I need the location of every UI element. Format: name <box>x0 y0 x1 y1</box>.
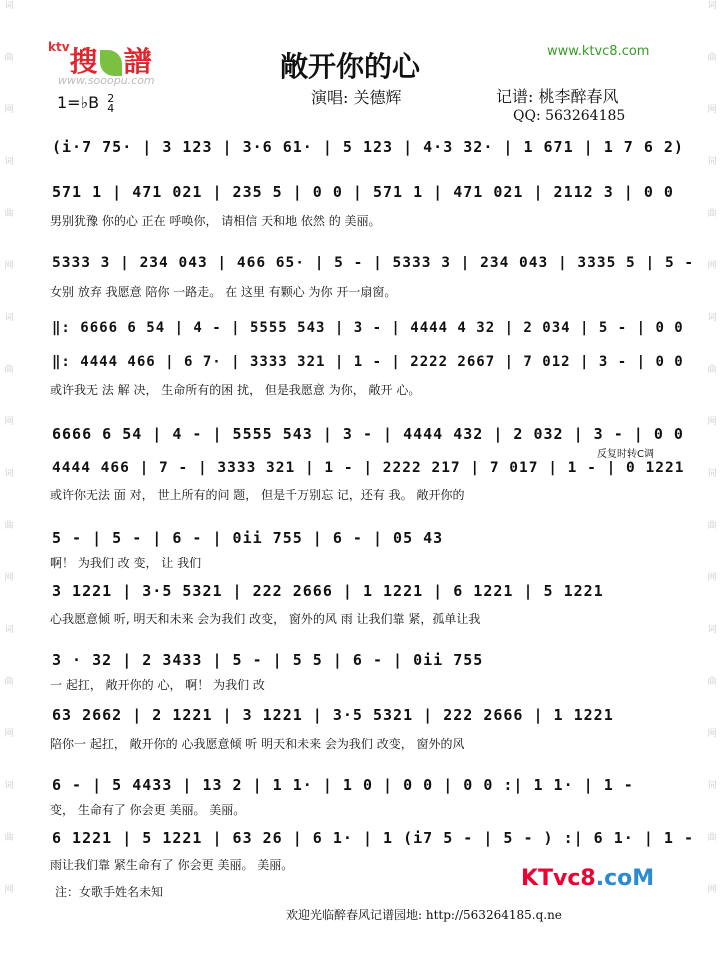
watermark-glyph: 网 <box>707 573 717 583</box>
notation-row: 3 · 32 | 2 3433 | 5 - | 5 5 | 6 - | 0ii 755 <box>52 651 484 669</box>
watermark-glyph: 曲 <box>707 833 717 843</box>
watermark-glyph: 词 <box>4 469 14 479</box>
notation-row: (i·7 75· | 3 123 | 3·6 61· | 5 123 | 4·3 32· | 1 671 | 1 7 6 2) <box>52 138 684 156</box>
footer-welcome[interactable]: 欢迎光临醉春风记谱园地: http://563264185.q.ne <box>286 908 562 922</box>
watermark-glyph: 曲 <box>707 677 717 687</box>
footer-note: 注：女歌手姓名未知 <box>55 885 164 899</box>
notation-row: 5333 3 | 234 043 | 466 65· | 5 - | 5333 3 | 234 043 | 3335 5 | 5 - <box>52 255 695 271</box>
notation-row: 63 2662 | 2 1221 | 3 1221 | 3·5 5321 | 222 2666 | 1 1221 <box>52 706 614 724</box>
watermark-glyph: 词 <box>707 469 717 479</box>
watermark-glyph: 曲 <box>4 53 14 63</box>
watermark-glyph: 网 <box>4 729 14 739</box>
notation-row: 571 1 | 471 021 | 235 5 | 0 0 | 571 1 | 471 021 | 2112 3 | 0 0 <box>52 183 674 201</box>
lyric-row: 男别犹豫 你的心 正在 呼唤你， 请相信 天和地 依然 的 美丽。 <box>50 214 381 228</box>
ktvc8-brand[interactable] <box>521 866 654 891</box>
song-title: 敞开你的心 <box>280 50 421 83</box>
watermark-glyph: 词 <box>707 625 717 635</box>
watermark-glyph: 词 <box>707 157 717 167</box>
watermark-glyph: 曲 <box>707 209 717 219</box>
watermark-glyph: 网 <box>4 417 14 427</box>
watermark-glyph: 曲 <box>4 521 14 531</box>
lyric-row: 啊！ 为我们 改 变， 让 我们 <box>50 556 202 570</box>
brand-part-b: .coM <box>595 866 655 891</box>
watermark-glyph: 网 <box>707 261 717 271</box>
watermark-glyph: 网 <box>4 885 14 895</box>
time-top: 2 <box>107 91 115 105</box>
notation-row: ‖: 6666 6 54 | 4 - | 5555 543 | 3 - | 4444 4 32 | 2 034 | 5 - | 0 0 <box>52 320 684 336</box>
watermark-glyph: 网 <box>707 729 717 739</box>
notation-row: 6 - | 5 4433 | 13 2 | 1 1· | 1 0 | 0 0 | 0 0 :| 1 1· | 1 - <box>52 776 634 794</box>
logo-char-1: 搜 <box>69 45 98 78</box>
notation-row: 6 1221 | 5 1221 | 63 26 | 6 1· | 1 (i7 5 - | 5 - ) :| 6 1· | 1 - <box>52 829 694 847</box>
lyric-row: 雨让我们靠 紧生命有了 你会更 美丽。 美丽。 <box>50 858 294 872</box>
notation-row: 4444 466 | 7 - | 3333 321 | 1 - | 2222 217 | 7 017 | 1 - | 0 1221 <box>52 460 685 476</box>
lyric-row: 心我愿意倾 听, 明天和未来 会为我们 改变， 窗外的风 雨 让我们靠 紧，孤单让我 <box>50 612 481 626</box>
watermark-glyph: 网 <box>707 105 717 115</box>
key-text: 1=♭B <box>57 93 100 112</box>
notation-row: 3 1221 | 3·5 5321 | 222 2666 | 1 1221 | 6 1221 | 5 1221 <box>52 582 604 600</box>
lyric-row: 女别 放弃 我愿意 陪你 一路走。 在 这里 有颗心 为你 开一扇窗。 <box>50 285 397 299</box>
transcriber-credit: 记谱: 桃李醉春风 <box>496 87 619 106</box>
watermark-glyph: 网 <box>4 261 14 271</box>
watermark-glyph: 曲 <box>4 677 14 687</box>
leaf-icon <box>100 50 122 76</box>
lyric-row: 陪你一 起扛， 敞开你的 心我愿意倾 听 明天和未来 会为我们 改变， 窗外的风 <box>50 737 465 751</box>
key-signature <box>57 93 114 114</box>
watermark-glyph: 网 <box>707 417 717 427</box>
watermark-glyph: 曲 <box>707 53 717 63</box>
watermark-glyph: 词 <box>707 313 717 323</box>
time-bottom: 4 <box>107 101 115 115</box>
brand-part-a: KTvc8 <box>521 866 596 891</box>
repeat-key-change-note: 反复时转C调 <box>597 449 654 460</box>
notation-row: 5 - | 5 - | 6 - | 0ii 755 | 6 - | 05 43 <box>52 529 444 547</box>
singer-credit: 演唱: 关德辉 <box>311 88 402 107</box>
watermark-glyph: 词 <box>4 1 14 11</box>
notation-row: 6666 6 54 | 4 - | 5555 543 | 3 - | 4444 432 | 2 032 | 3 - | 0 0 <box>52 425 684 443</box>
watermark-glyph: 词 <box>4 625 14 635</box>
time-signature <box>107 91 115 115</box>
lyric-row: 或许我无 法 解 决， 生命所有的困 扰， 但是我愿意 为你， 敞开 心。 <box>50 383 421 397</box>
watermark-glyph: 曲 <box>4 209 14 219</box>
site-url[interactable]: www.ktvc8.com <box>547 44 650 59</box>
logo-char-2: 譜 <box>123 45 152 78</box>
watermark-glyph: 词 <box>707 781 717 791</box>
watermark-glyph: 词 <box>4 157 14 167</box>
watermark-glyph: 词 <box>4 781 14 791</box>
notation-row: ‖: 4444 466 | 6 7· | 3333 321 | 1 - | 2222 2667 | 7 012 | 3 - | 0 0 <box>52 354 684 370</box>
watermark-glyph: 词 <box>4 313 14 323</box>
left-watermark-strip <box>2 0 16 955</box>
watermark-glyph: 词 <box>707 1 717 11</box>
watermark-glyph: 网 <box>707 885 717 895</box>
watermark-glyph: 网 <box>4 105 14 115</box>
watermark-glyph: 曲 <box>4 365 14 375</box>
lyric-row: 一 起扛， 敞开你的 心， 啊！ 为我们 改 <box>50 678 265 692</box>
logo-url[interactable]: www.sooopu.com <box>58 74 155 87</box>
lyric-row: 或许你无法 面 对， 世上所有的问 题， 但是千万别忘 记，还有 我。 敞开你的 <box>50 488 465 502</box>
qq-number: QQ: 563264185 <box>513 108 626 124</box>
logo-prefix: ktv <box>48 40 70 54</box>
right-watermark-strip <box>705 0 719 955</box>
lyric-row: 变， 生命有了 你会更 美丽。 美丽。 <box>50 803 246 817</box>
watermark-glyph: 网 <box>4 573 14 583</box>
watermark-glyph: 曲 <box>4 833 14 843</box>
watermark-glyph: 曲 <box>707 365 717 375</box>
watermark-glyph: 曲 <box>707 521 717 531</box>
